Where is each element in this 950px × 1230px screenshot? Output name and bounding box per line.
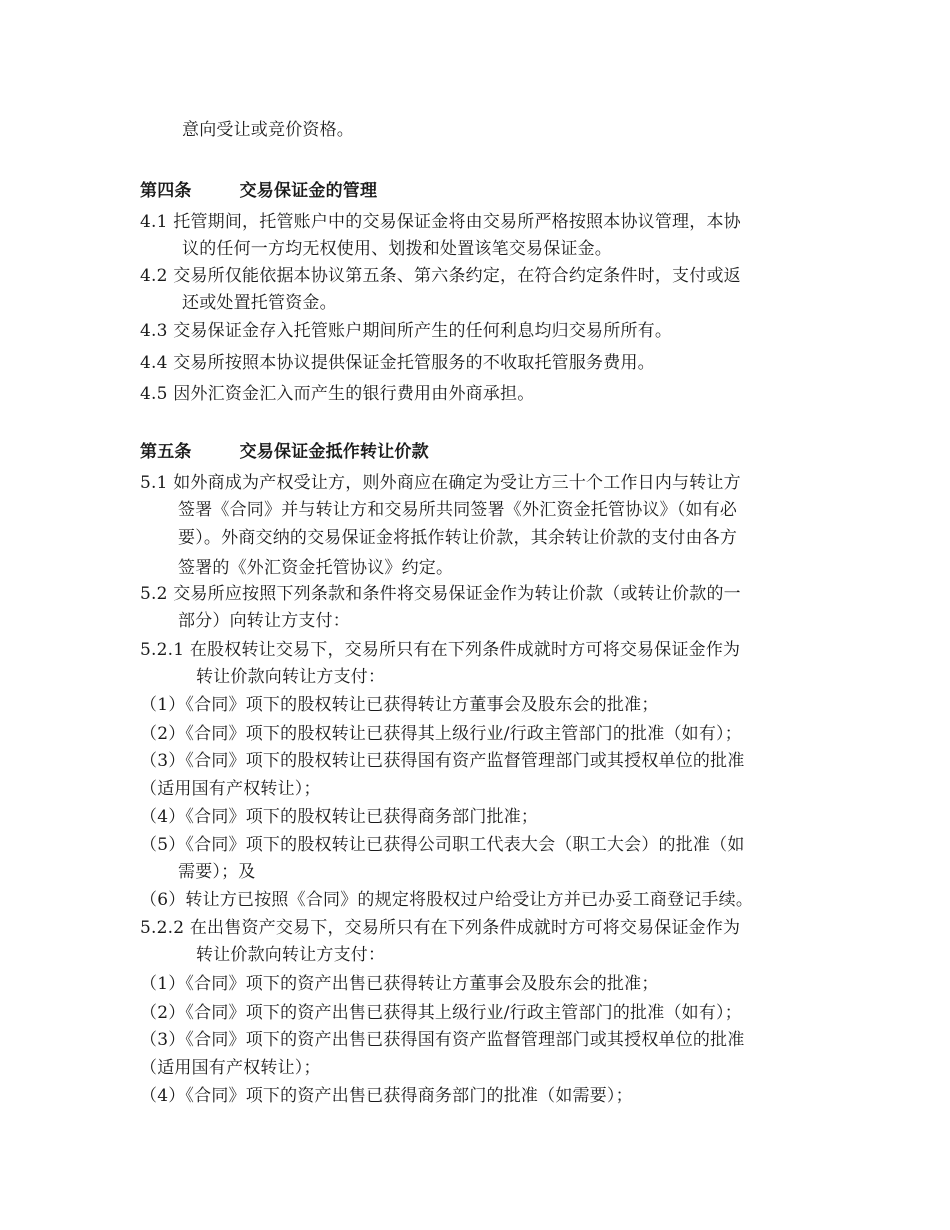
article-5-line: 部分）向转让方支付： [178,611,350,631]
intro-line: 意向受让或竞价资格。 [182,120,354,140]
article-4-line: 4.2 交易所仅能依据本协议第五条、第六条约定，在符合约定条件时，支付或返 [140,266,741,286]
article-4-line: 4.4 交易所按照本协议提供保证金托管服务的不收取托管服务费用。 [140,353,655,373]
article-5-line: 5.2.2 在出售资产交易下，交易所只有在下列条件成就时方可将交易保证金作为 [140,918,741,938]
article-4-line: 还或处置托管资金。 [182,293,337,313]
article-5-line: 5.1 如外商成为产权受让方，则外商应在确定为受让方三十个工作日内与转让方 [140,473,741,493]
article-5-line: （2）《合同》项下的股权转让已获得其上级行业/行政主管部门的批准（如有）； [140,724,742,744]
article-5-line: 5.2 交易所应按照下列条款和条件将交易保证金作为转让价款（或转让价款的一 [140,584,741,604]
article-5-line: （6）转让方已按照《合同》的规定将股权过户给受让方并已办妥工商登记手续。 [140,890,754,910]
article-5-line: （5）《合同》项下的股权转让已获得公司职工代表大会（职工大会）的批准（如 [140,835,745,855]
article-5-line: （1）《合同》项下的资产出售已获得转让方董事会及股东会的批准； [140,974,659,994]
article-5-number: 第五条 [140,442,192,462]
article-4-line: 议的任何一方均无权使用、划拨和处置该笔交易保证金。 [182,239,612,259]
article-5-line: 签署的《外汇资金托管协议》约定。 [178,558,454,578]
article-5-line: 需要）；及 [178,862,256,882]
article-5-title: 交易保证金抵作转让价款 [239,442,429,462]
article-4-title: 交易保证金的管理 [239,181,378,201]
article-5-heading [140,441,429,463]
article-5-line: 转让价款向转让方支付： [196,945,386,965]
article-4-heading [140,180,377,202]
article-5-line: 要）。外商交纳的交易保证金将抵作转让价款，其余转让价款的支付由各方 [178,528,738,548]
article-4-number: 第四条 [140,181,192,201]
article-4-line: 4.5 因外汇资金汇入而产生的银行费用由外商承担。 [140,384,535,404]
article-5-line: （3）《合同》项下的资产出售已获得国有资产监督管理部门或其授权单位的批准 [140,1030,745,1050]
article-4-line: 4.3 交易保证金存入托管账户期间所产生的任何利息均归交易所所有。 [140,321,673,341]
article-5-line: （适用国有产权转让）； [140,1058,321,1078]
article-4-line: 4.1 托管期间，托管账户中的交易保证金将由交易所严格按照本协议管理，本协 [140,212,741,232]
article-5-line: （适用国有产权转让）； [140,779,321,799]
article-5-line: （1）《合同》项下的股权转让已获得转让方董事会及股东会的批准； [140,695,659,715]
article-5-line: （4）《合同》项下的股权转让已获得商务部门批准； [140,807,539,827]
article-5-line: 转让价款向转让方支付： [196,667,386,687]
article-5-line: 签署《合同》并与转让方和交易所共同签署《外汇资金托管协议》（如有必 [178,500,738,520]
article-5-line: 5.2.1 在股权转让交易下，交易所只有在下列条件成就时方可将交易保证金作为 [140,640,741,660]
article-5-line: （2）《合同》项下的资产出售已获得其上级行业/行政主管部门的批准（如有）； [140,1003,742,1023]
article-5-line: （3）《合同》项下的股权转让已获得国有资产监督管理部门或其授权单位的批准 [140,751,745,771]
article-5-line: （4）《合同》项下的资产出售已获得商务部门的批准（如需要）； [140,1086,633,1106]
